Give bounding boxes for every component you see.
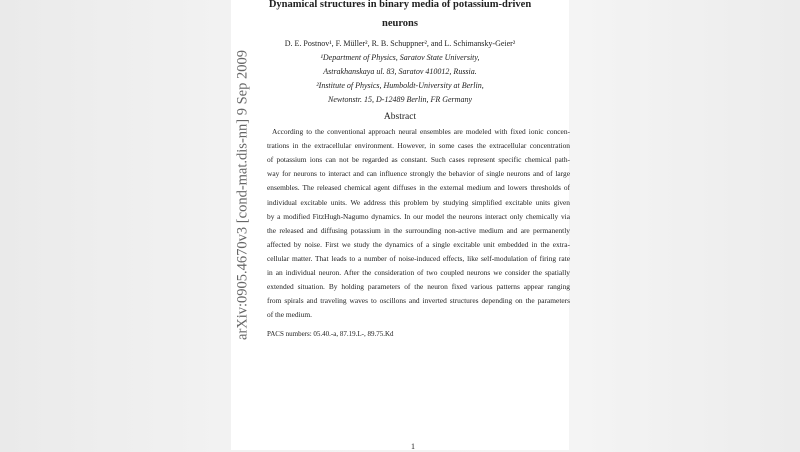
affiliation: ²Institute of Physics, Humboldt-University at Berlin, [316, 81, 484, 90]
abstract-line: of the medium. [267, 310, 312, 320]
affiliation: Astrakhanskaya ul. 83, Saratov 410012, Russia. [323, 67, 477, 76]
abstract-line: affected by noise. First we study the dynamics of a single excitable unit embedded in the extra- [267, 239, 570, 249]
abstract-line: by a modified FitzHugh-Nagumo dynamics. In our model the neurons interact only chemically via [267, 211, 570, 221]
abstract-line: way for neurons to interact and can influence strongly the behavior of single neurons and of large [267, 169, 570, 179]
abstract-line: extended situation. By holding parameters of the neuron fixed various patterns appear ranging [267, 282, 570, 292]
abstract-line: individual excitable units. We address this problem by studying simplified excitable units given [267, 197, 570, 207]
abstract-line: According to the conventional approach neural ensembles are modeled with fixed ionic concen- [272, 127, 570, 136]
affiliation: Newtonstr. 15, D-12489 Berlin, FR Germany [328, 95, 472, 104]
abstract-line: of potassium ions can not be regarded as constant. Such cases represent specific chemical path- [267, 155, 570, 165]
abstract-line: the released and diffusing potassium in the surrounding non-active medium and are permanently [267, 225, 570, 235]
abstract-line: from spirals and traveling waves to oscillons and inverted structures depending on the parameters [267, 296, 570, 306]
pacs-numbers: PACS numbers: 05.40.-a, 87.19.L-, 89.75.Kd [267, 330, 394, 338]
abstract-line: in an individual neuron. After the consideration of two coupled neurons we consider the spatially [267, 268, 570, 277]
abstract-line: cellular matter. That leads to a number of noise-induced effects, like self-modulation of firing rate [267, 253, 570, 263]
authors: D. E. Postnov¹, F. Müller², R. B. Schuppner², and L. Schimansky-Geier² [284, 39, 516, 48]
paper-title-cont: neurons [382, 18, 418, 29]
abstract-line: trations in the extracellular environment. However, in some cases the extracellular concentration [267, 141, 570, 151]
arxiv-stamp: arXiv:0905.4670v3 [cond-mat.dis-nn] 9 Sep 2009 [234, 50, 251, 340]
paper-title: Dynamical structures in binary media of potassium-driven [268, 0, 532, 10]
abstract-heading: Abstract [383, 112, 417, 122]
abstract-line: ensembles. The released chemical agent diffuses in the external medium and lowers thresholds of [267, 183, 570, 193]
affiliation: ¹Department of Physics, Saratov State University, [320, 53, 480, 62]
paper-page [231, 0, 569, 450]
page-number: 1 [411, 442, 415, 451]
